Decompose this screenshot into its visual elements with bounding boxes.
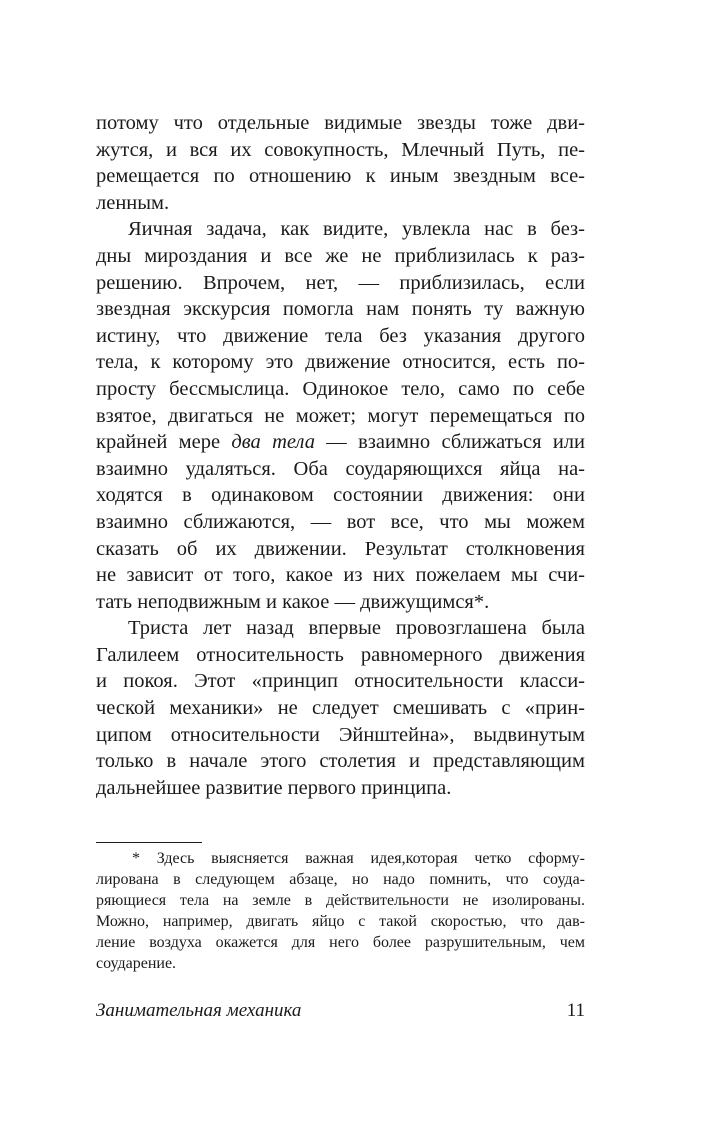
text-line: Галилеем относительность равномерного движения — [96, 643, 585, 666]
text-line: взаимно удаляться. Оба соударяющихся яйца на- — [96, 457, 585, 480]
text-line: тать неподвижным и какое — движущимся*. — [96, 590, 490, 613]
book-title: Занимательная механика — [96, 1000, 302, 1021]
footnote-line: лирована в следующем абзаце, но надо помнить, что соуда- — [96, 871, 585, 888]
footnote-line: Можно, например, двигать яйцо с такой скоростью, что дав- — [96, 913, 585, 930]
text-line: тела, к которому это движение относится, есть по- — [96, 351, 585, 374]
text-line: сказать об их движении. Результат столкновения — [96, 537, 585, 560]
text-line: ремещается по отношению к иным звездным все- — [96, 165, 585, 188]
text-line: ленным. — [96, 191, 170, 214]
text-line: и покоя. Этот «принцип относительности класси- — [96, 670, 585, 693]
text-line: ципом относительности Эйнштейна», выдвинутым — [96, 723, 585, 746]
footnote-line: ряющиеся тела на земле в действительности не изолированы. — [96, 892, 585, 909]
text-line: решению. Впрочем, нет, — приблизилась, если — [96, 271, 585, 294]
footnote-line: соударение. — [96, 955, 177, 972]
text-line: только в начале этого столетия и представляющим — [96, 750, 585, 773]
text-line: Яичная задача, как видите, увлекла нас в без- — [128, 218, 585, 241]
text-line: Триста лет назад впервые провозглашена была — [128, 617, 585, 640]
page-number: 11 — [566, 1000, 585, 1021]
footnote-line: * Здесь выясняется важная идея,которая четко сформу- — [132, 850, 585, 867]
text-line: просту бессмыслица. Одинокое тело, само по себе — [96, 377, 585, 400]
text-line: ходятся в одинаковом состоянии движения: они — [96, 484, 585, 507]
text-line: взятое, двигаться не может; могут перемещаться по — [96, 404, 585, 427]
running-footer — [96, 998, 585, 1024]
emphasis-text: два тела — [231, 431, 315, 454]
text-line: не зависит от того, какое из них пожелаем мы счи- — [96, 564, 585, 587]
text-segment: — взаимно сближаться или — [314, 431, 586, 454]
text-line: дальнейшее развитие первого принципа. — [96, 776, 452, 799]
text-line: потому что отдельные видимые звезды тоже дви- — [96, 112, 585, 134]
text-line: взаимно сближаются, — вот все, что мы можем — [96, 510, 585, 533]
text-line-with-emphasis — [96, 429, 585, 456]
text-line: звездная экскурсия помогла нам понять ту важную — [96, 298, 585, 321]
text-segment: крайней мере — [96, 431, 232, 454]
main-text — [96, 110, 585, 801]
footnote — [96, 848, 585, 974]
text-line: дны мироздания и все же не приблизилась к раз- — [96, 244, 585, 267]
footnote-divider — [96, 842, 202, 843]
text-line: жутся, и вся их совокупность, Млечный Путь, пе- — [96, 138, 585, 161]
footnote-line: ление воздуха окажется для него более разрушительным, чем — [96, 934, 585, 951]
text-line: истину, что движение тела без указания другого — [96, 324, 585, 347]
text-line: ческой механики» не следует смешивать с «прин- — [96, 697, 585, 720]
